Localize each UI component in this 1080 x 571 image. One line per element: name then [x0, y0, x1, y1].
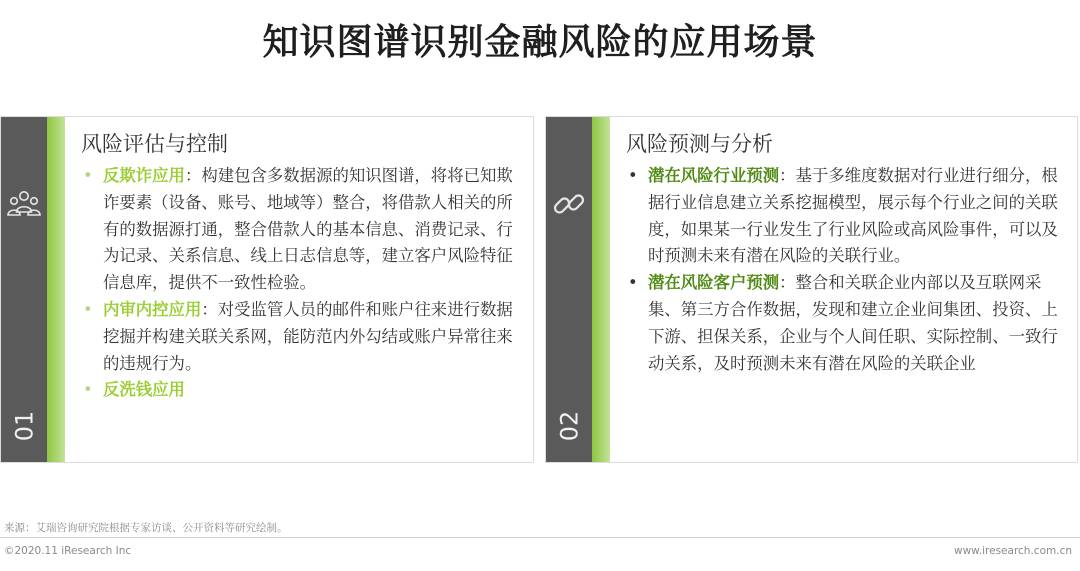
bullet-dot-icon: • — [83, 166, 93, 185]
item-label: 潜在风险行业预测 — [648, 166, 780, 185]
item-label: 内审内控应用 — [103, 299, 202, 319]
panel-number: 01 — [9, 410, 38, 442]
item-text: 对受监管人员的邮件和账户往来进行数据挖掘并构建关联关系网，能防范内外勾结或账户异常往来的违规行为。 — [103, 299, 513, 373]
panel-accent-strip — [47, 117, 65, 462]
item-label: 反欺诈应用 — [103, 166, 185, 185]
people-group-icon — [5, 185, 43, 223]
bullet-dot-icon: • — [628, 166, 638, 185]
list-item — [81, 377, 521, 404]
bullet-list — [626, 163, 1065, 377]
item-label: 反洗钱应用 — [103, 380, 185, 400]
item-label: 潜在风险客户预测 — [648, 273, 780, 293]
footer-divider — [0, 537, 1080, 538]
panel-content — [81, 129, 521, 404]
list-item — [626, 163, 1065, 270]
website-link[interactable]: www.iresearch.com.cn — [953, 545, 1072, 557]
panel-accent-strip — [592, 117, 610, 462]
source-note: 来源：艾瑞咨询研究院根据专家访谈、公开资料等研究绘制。 — [4, 522, 288, 534]
copyright-text: ©2020.11 iResearch Inc — [4, 545, 132, 557]
panel-title: 风险评估与控制 — [81, 132, 228, 156]
list-item — [81, 163, 521, 297]
bullet-dot-icon: • — [83, 380, 93, 400]
item-separator: ： — [779, 166, 796, 185]
item-text: 基于多维度数据对行业进行细分，根据行业信息建立关系挖掘模型，展示每个行业之间的关联度，如果某一行业发生了行业风险或高风险事件，可以及时预测未来有潜在风险的关联行业。 — [648, 166, 1058, 266]
panel-number: 02 — [554, 410, 583, 442]
list-item — [626, 270, 1065, 377]
panel-content — [626, 129, 1065, 377]
panel-title: 风险预测与分析 — [626, 132, 773, 156]
panel-side-bar — [1, 117, 47, 462]
panel-risk-assessment — [0, 116, 534, 463]
bullet-list — [81, 163, 521, 404]
bullet-dot-icon: • — [628, 273, 638, 293]
item-text: 构建包含多数据源的知识图谱，将将已知欺诈要素（设备、账号、地域等）整合，将借款人相关的所有的数据源打通，整合借款人的基本信息、消费记录、行为记录、关系信息、线上日志信息等，建立客户风险特征信息库，提供不一致性检验。 — [103, 166, 513, 293]
page-title: 知识图谱识别金融风险的应用场景 — [262, 22, 818, 63]
item-text: 整合和关联企业内部以及互联网采集、第三方合作数据，发现和建立企业间集团、投资、上下游、担保关系，企业与个人间任职、实际控制、一致行动关系，及时预测未来有潜在风险的关联企业 — [648, 273, 1058, 373]
list-item — [81, 297, 521, 377]
bullet-dot-icon: • — [83, 299, 93, 319]
item-separator: ： — [779, 273, 796, 293]
item-separator: ： — [184, 166, 202, 185]
panel-risk-prediction — [545, 116, 1078, 463]
chain-link-icon — [550, 185, 588, 223]
item-separator: ： — [201, 299, 218, 319]
panel-side-bar — [546, 117, 592, 462]
